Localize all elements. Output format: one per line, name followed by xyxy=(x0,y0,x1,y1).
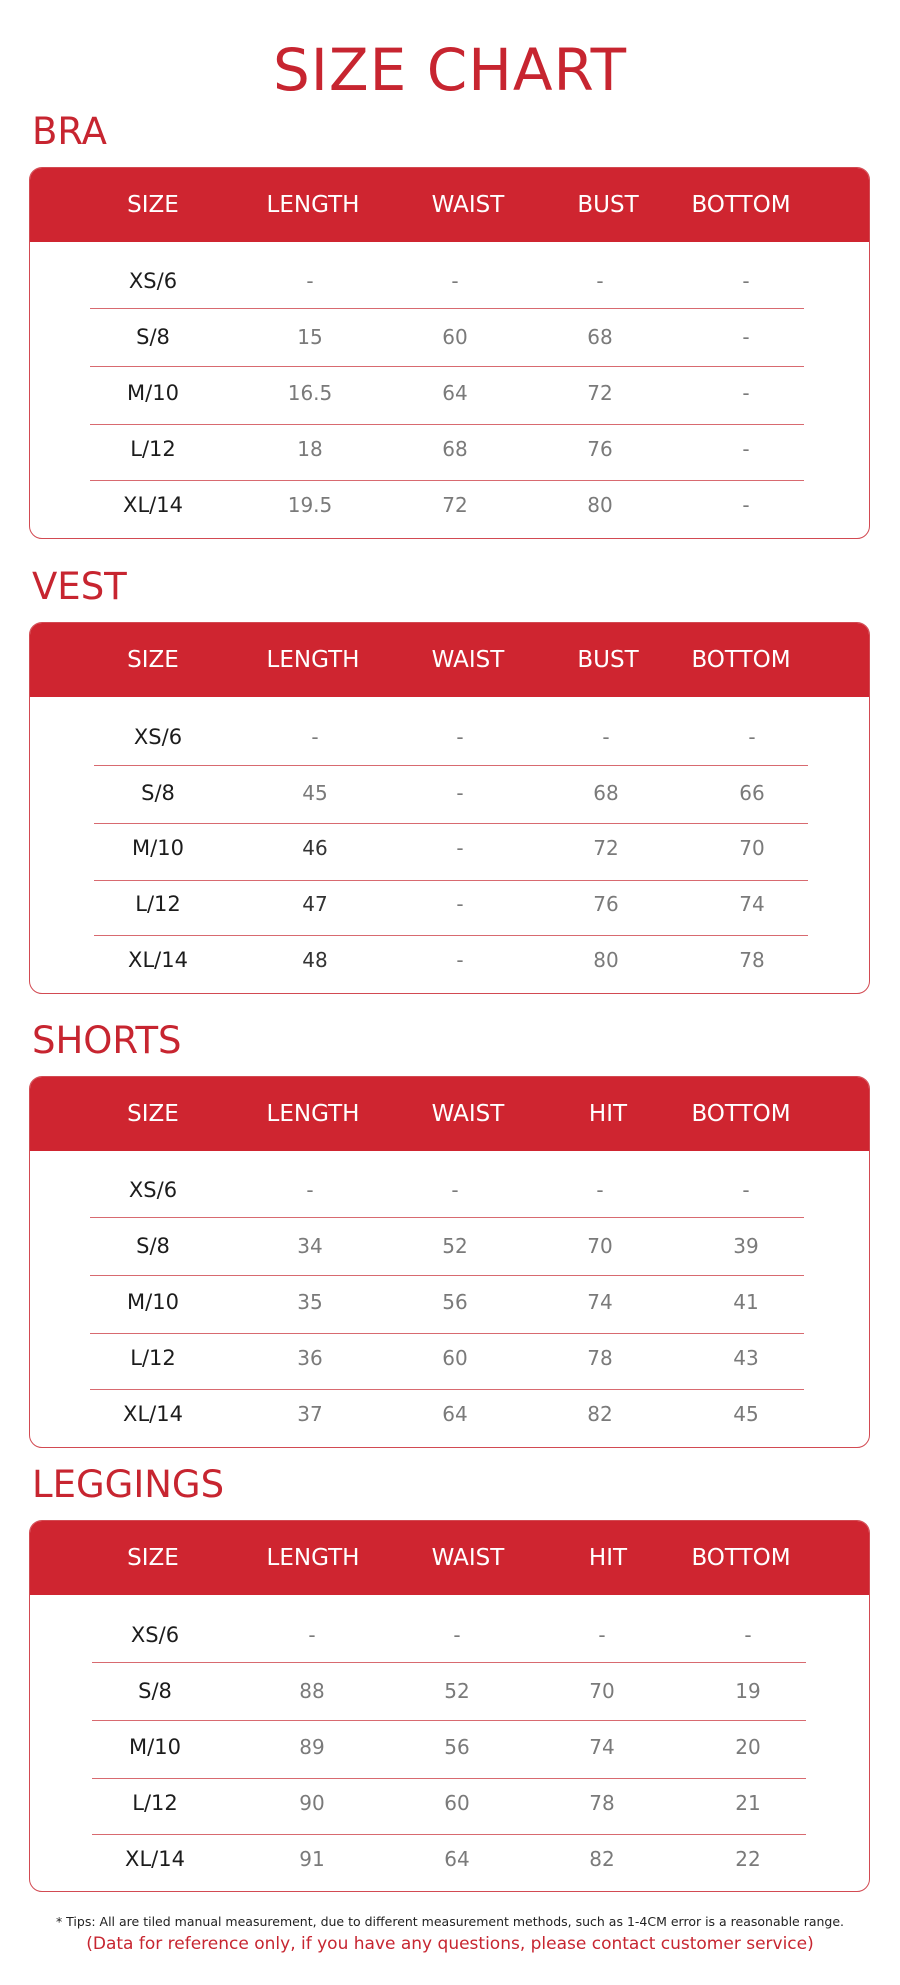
cell-waist: - xyxy=(456,725,464,749)
section-title-leggings: LEGGINGS xyxy=(32,1463,225,1506)
section-title-vest: VEST xyxy=(32,565,127,608)
size-table-vest xyxy=(29,622,870,994)
table-header xyxy=(30,623,869,697)
table-row xyxy=(30,876,869,932)
table-row xyxy=(30,1386,869,1442)
header-waist: WAIST xyxy=(431,1545,505,1571)
table-row xyxy=(30,765,869,821)
cell-length: 36 xyxy=(297,1346,323,1370)
cell-waist: 52 xyxy=(444,1679,470,1703)
reference-note: (Data for reference only, if you have any questions, please contact customer service) xyxy=(86,1934,814,1954)
header-hit: HIT xyxy=(588,1545,628,1571)
cell-size: L/12 xyxy=(132,1791,178,1815)
cell-length: 16.5 xyxy=(287,381,333,405)
cell-length: 34 xyxy=(297,1234,323,1258)
cell-bottom: 22 xyxy=(735,1847,761,1871)
header-length: LENGTH xyxy=(266,1101,360,1127)
cell-bottom: 70 xyxy=(739,836,765,860)
table-row xyxy=(30,1218,869,1274)
header-hit: HIT xyxy=(588,1101,628,1127)
cell-waist: 56 xyxy=(444,1735,470,1759)
cell-bottom: - xyxy=(744,1623,752,1647)
size-table-shorts xyxy=(29,1076,870,1448)
table-row xyxy=(30,932,869,988)
cell-bust: - xyxy=(602,725,610,749)
cell-size: XL/14 xyxy=(123,1402,183,1426)
cell-waist: - xyxy=(456,781,464,805)
cell-size: M/10 xyxy=(132,836,184,860)
cell-size: M/10 xyxy=(127,381,179,405)
cell-waist: - xyxy=(456,836,464,860)
cell-bottom: 20 xyxy=(735,1735,761,1759)
cell-bottom: 78 xyxy=(739,948,765,972)
table-row xyxy=(30,1831,869,1887)
cell-waist: 64 xyxy=(444,1847,470,1871)
cell-length: 46 xyxy=(302,836,328,860)
cell-bottom: 66 xyxy=(739,781,765,805)
page-title: SIZE CHART xyxy=(272,36,628,104)
cell-waist: 52 xyxy=(442,1234,468,1258)
table-row xyxy=(30,421,869,477)
cell-length: 18 xyxy=(297,437,323,461)
cell-length: - xyxy=(306,1178,314,1202)
header-waist: WAIST xyxy=(431,192,505,218)
cell-size: S/8 xyxy=(136,1234,170,1258)
cell-waist: 60 xyxy=(444,1791,470,1815)
cell-length: 45 xyxy=(302,781,328,805)
cell-hit: 78 xyxy=(587,1346,613,1370)
cell-length: 47 xyxy=(302,892,328,916)
cell-waist: 72 xyxy=(442,493,468,517)
cell-waist: 64 xyxy=(442,1402,468,1426)
cell-length: 15 xyxy=(297,325,323,349)
cell-length: 89 xyxy=(299,1735,325,1759)
cell-bottom: 19 xyxy=(735,1679,761,1703)
table-row xyxy=(30,365,869,421)
cell-bottom: 21 xyxy=(735,1791,761,1815)
header-bust: BUST xyxy=(577,647,639,673)
cell-hit: - xyxy=(596,1178,604,1202)
cell-waist: 60 xyxy=(442,325,468,349)
cell-bust: 80 xyxy=(587,493,613,517)
cell-length: 90 xyxy=(299,1791,325,1815)
cell-hit: 74 xyxy=(589,1735,615,1759)
cell-length: - xyxy=(311,725,319,749)
table-header xyxy=(30,1077,869,1151)
header-bottom: BOTTOM xyxy=(691,192,791,218)
cell-size: S/8 xyxy=(141,781,175,805)
cell-hit: 74 xyxy=(587,1290,613,1314)
cell-length: 35 xyxy=(297,1290,323,1314)
cell-waist: 68 xyxy=(442,437,468,461)
header-size: SIZE xyxy=(127,1545,179,1571)
cell-length: 91 xyxy=(299,1847,325,1871)
table-row xyxy=(30,1775,869,1831)
cell-length: - xyxy=(308,1623,316,1647)
size-table-bra xyxy=(29,167,870,539)
header-bottom: BOTTOM xyxy=(691,1545,791,1571)
cell-bust: 72 xyxy=(587,381,613,405)
cell-size: S/8 xyxy=(138,1679,172,1703)
cell-size: L/12 xyxy=(130,1346,176,1370)
cell-bottom: - xyxy=(742,493,750,517)
cell-bottom: 45 xyxy=(733,1402,759,1426)
header-length: LENGTH xyxy=(266,647,360,673)
cell-size: L/12 xyxy=(135,892,181,916)
cell-waist: 60 xyxy=(442,1346,468,1370)
cell-size: XS/6 xyxy=(128,269,178,293)
cell-hit: 82 xyxy=(589,1847,615,1871)
cell-waist: - xyxy=(453,1623,461,1647)
header-length: LENGTH xyxy=(266,192,360,218)
cell-waist: - xyxy=(451,1178,459,1202)
table-header xyxy=(30,168,869,242)
cell-hit: 70 xyxy=(589,1679,615,1703)
header-waist: WAIST xyxy=(431,1101,505,1127)
header-size: SIZE xyxy=(127,192,179,218)
cell-waist: - xyxy=(456,892,464,916)
cell-bottom: 41 xyxy=(733,1290,759,1314)
header-length: LENGTH xyxy=(266,1545,360,1571)
cell-bottom: - xyxy=(742,1178,750,1202)
header-size: SIZE xyxy=(127,647,179,673)
cell-size: XS/6 xyxy=(130,1623,180,1647)
header-size: SIZE xyxy=(127,1101,179,1127)
cell-hit: 70 xyxy=(587,1234,613,1258)
cell-length: - xyxy=(306,269,314,293)
cell-hit: 78 xyxy=(589,1791,615,1815)
table-row xyxy=(30,1719,869,1775)
cell-bottom: - xyxy=(748,725,756,749)
table-row xyxy=(30,1330,869,1386)
header-bust: BUST xyxy=(577,192,639,218)
table-row xyxy=(30,1663,869,1719)
cell-size: XS/6 xyxy=(128,1178,178,1202)
table-header xyxy=(30,1521,869,1595)
cell-size: XL/14 xyxy=(125,1847,185,1871)
cell-bust: 76 xyxy=(593,892,619,916)
cell-size: L/12 xyxy=(130,437,176,461)
size-table-leggings xyxy=(29,1520,870,1892)
cell-length: 37 xyxy=(297,1402,323,1426)
cell-bottom: 74 xyxy=(739,892,765,916)
cell-waist: 56 xyxy=(442,1290,468,1314)
table-row xyxy=(30,1162,869,1218)
cell-length: 19.5 xyxy=(287,493,333,517)
table-row xyxy=(30,309,869,365)
table-row xyxy=(30,709,869,765)
cell-bottom: - xyxy=(742,269,750,293)
cell-bottom: 43 xyxy=(733,1346,759,1370)
cell-bust: 68 xyxy=(593,781,619,805)
cell-bust: 72 xyxy=(593,836,619,860)
cell-size: XL/14 xyxy=(128,948,188,972)
measurement-tip: * Tips: All are tiled manual measurement, due to different measurement methods, such as 1-4CM error is a reasonable range. xyxy=(55,1914,845,1929)
table-row xyxy=(30,1274,869,1330)
cell-bust: 76 xyxy=(587,437,613,461)
cell-size: M/10 xyxy=(129,1735,181,1759)
cell-bottom: 39 xyxy=(733,1234,759,1258)
table-row xyxy=(30,253,869,309)
cell-size: XS/6 xyxy=(133,725,183,749)
section-title-shorts: SHORTS xyxy=(32,1019,182,1062)
cell-size: M/10 xyxy=(127,1290,179,1314)
cell-size: XL/14 xyxy=(123,493,183,517)
cell-bust: - xyxy=(596,269,604,293)
header-bottom: BOTTOM xyxy=(691,647,791,673)
cell-bust: 80 xyxy=(593,948,619,972)
cell-length: 88 xyxy=(299,1679,325,1703)
cell-hit: 82 xyxy=(587,1402,613,1426)
table-row xyxy=(30,477,869,533)
cell-waist: - xyxy=(456,948,464,972)
cell-waist: 64 xyxy=(442,381,468,405)
table-row xyxy=(30,1607,869,1663)
cell-waist: - xyxy=(451,269,459,293)
cell-bottom: - xyxy=(742,381,750,405)
table-row xyxy=(30,820,869,876)
section-title-bra: BRA xyxy=(32,110,107,153)
cell-hit: - xyxy=(598,1623,606,1647)
cell-bottom: - xyxy=(742,437,750,461)
cell-length: 48 xyxy=(302,948,328,972)
cell-bottom: - xyxy=(742,325,750,349)
header-bottom: BOTTOM xyxy=(691,1101,791,1127)
cell-bust: 68 xyxy=(587,325,613,349)
header-waist: WAIST xyxy=(431,647,505,673)
cell-size: S/8 xyxy=(136,325,170,349)
